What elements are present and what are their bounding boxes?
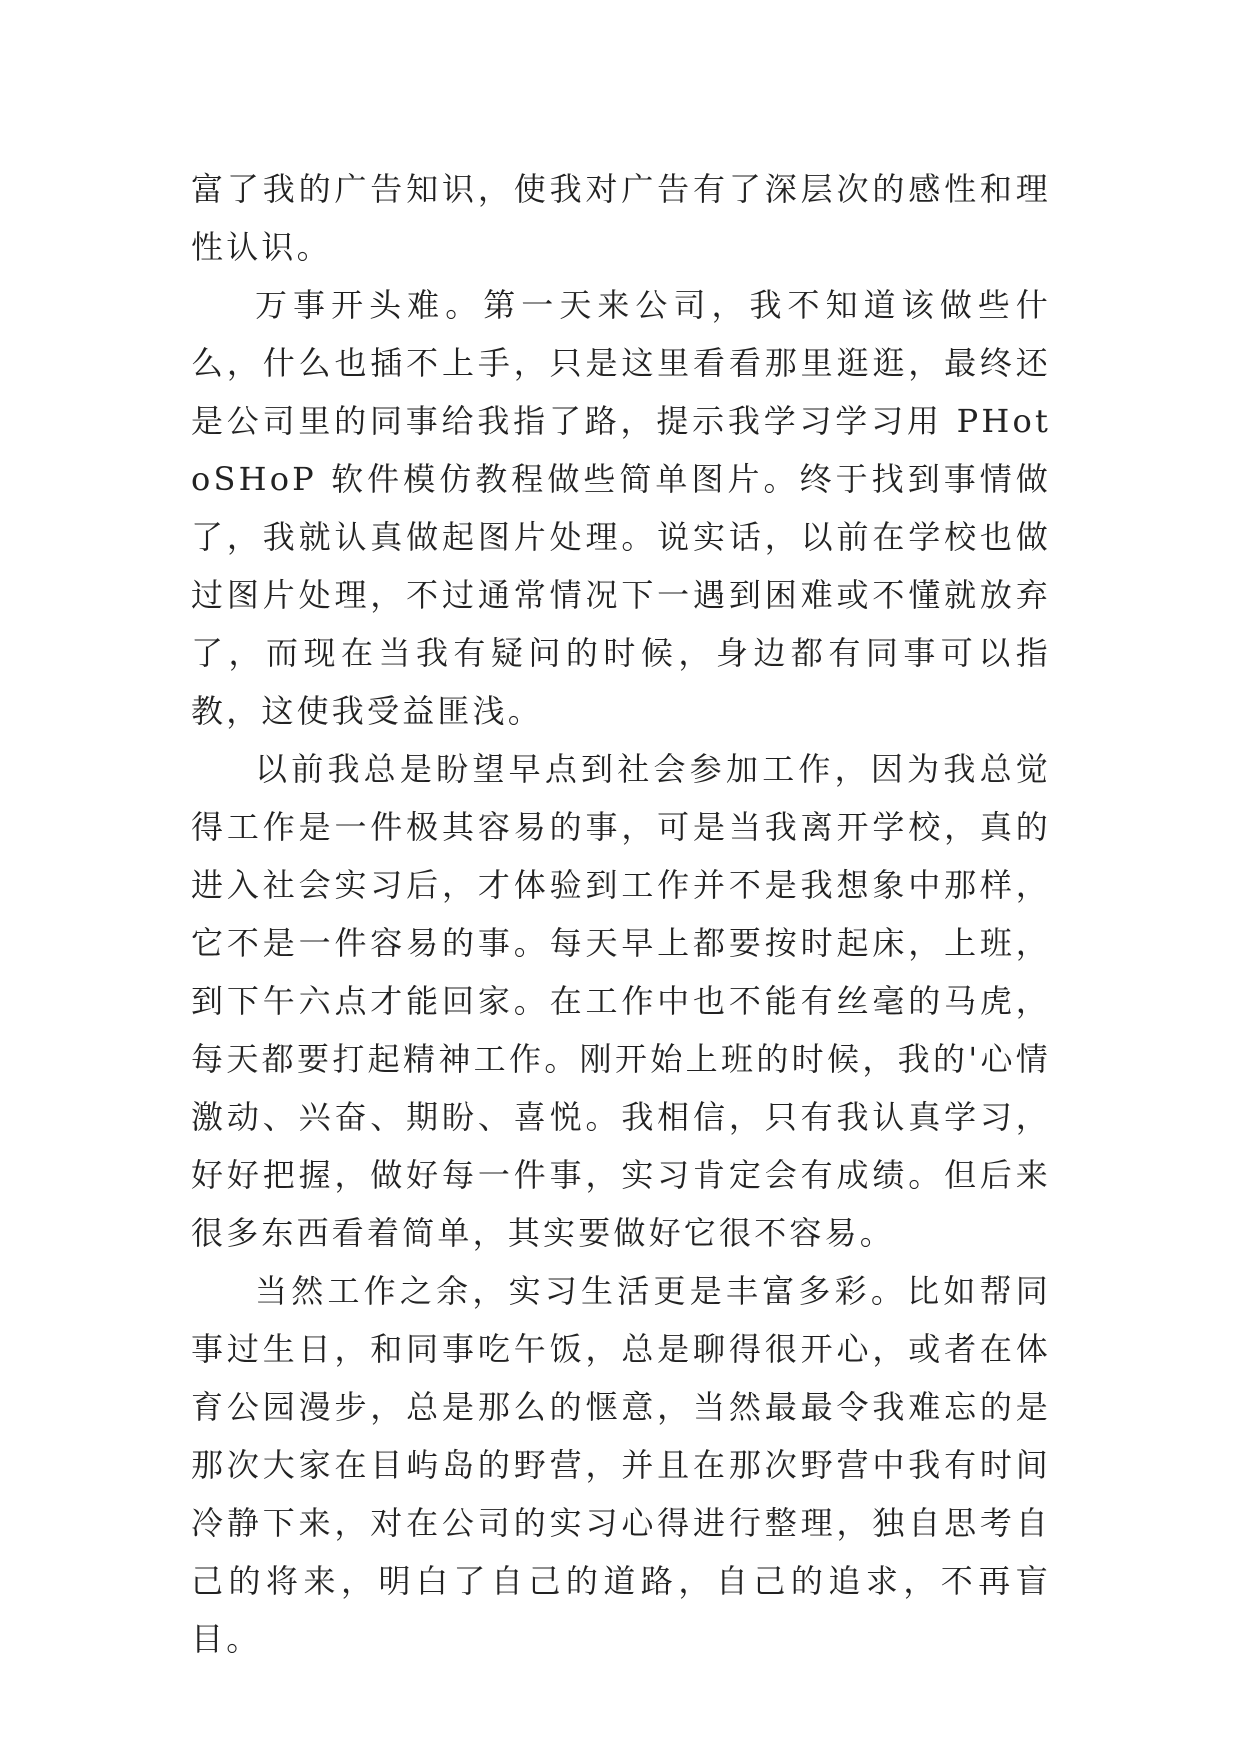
paragraph-3: 以前我总是盼望早点到社会参加工作，因为我总觉得工作是一件极其容易的事，可是当我离开学校，真的进入社会实习后，才体验到工作并不是我想象中那样，它不是一件容易的事。每天早上都要按时起床，上班，到下午六点才能回家。在工作中也不能有丝毫的马虎，每天都要打起精神工作。刚开始上班的时候，我的'心情激动、兴奋、期盼、喜悦。我相信，只有我认真学习，好好把握，做好每一件事，实习肯定会有成绩。但后来很多东西看着简单，其实要做好它很不容易。 (191, 750, 1051, 1252)
document-body (191, 160, 1051, 1668)
paragraph-1: 富了我的广告知识，使我对广告有了深层次的感性和理性认识。 (191, 170, 1051, 266)
paragraph-4: 当然工作之余，实习生活更是丰富多彩。比如帮同事过生日，和同事吃午饭，总是聊得很开心，或者在体育公园漫步，总是那么的惬意，当然最最令我难忘的是那次大家在目屿岛的野营，并且在那次野营中我有时间冷静下来，对在公司的实习心得进行整理，独自思考自己的将来，明白了自己的道路，自己的追求，不再盲目。 (191, 1272, 1051, 1658)
paragraph-2: 万事开头难。第一天来公司，我不知道该做些什么，什么也插不上手，只是这里看看那里逛逛，最终还是公司里的同事给我指了路，提示我学习学习用 PHotoSHoP 软件模仿教程做些简单图片。终于找到事情做了，我就认真做起图片处理。说实话，以前在学校也做过图片处理，不过通常情况下一遇到困难或不懂就放弃了，而现在当我有疑问的时候，身边都有同事可以指教，这使我受益匪浅。 (191, 286, 1051, 730)
